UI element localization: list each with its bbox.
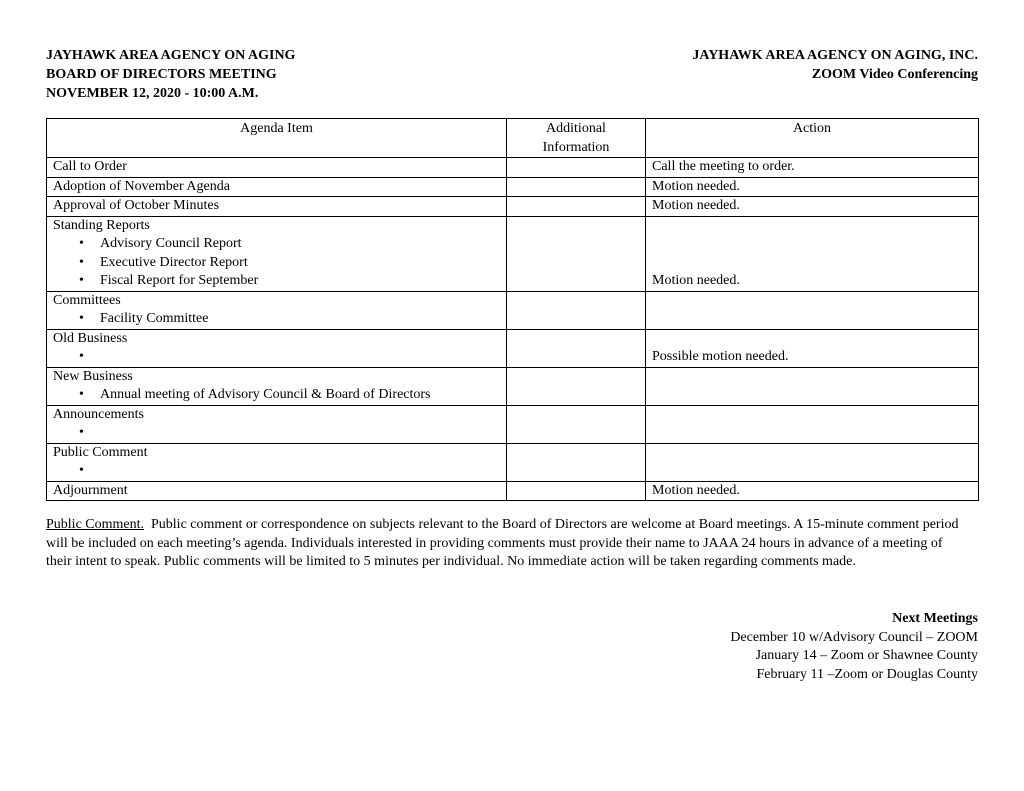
additional-info-cell (507, 481, 646, 501)
agenda-item-cell (47, 329, 507, 367)
agenda-item-cell (47, 197, 507, 217)
agenda-item-cell (47, 481, 507, 501)
action-cell: Call the meeting to order. (646, 158, 979, 178)
public-comment-paragraph (46, 516, 966, 572)
agency-name: JAYHAWK AREA AGENCY ON AGING (46, 48, 296, 63)
next-meetings (730, 610, 978, 684)
action-cell (646, 367, 979, 405)
meeting-name: BOARD OF DIRECTORS MEETING (46, 67, 277, 82)
agenda-item-title: Standing Reports (53, 217, 150, 233)
table-row (47, 405, 979, 443)
agenda-table (46, 118, 979, 501)
action-cell: Possible motion needed. (646, 329, 979, 367)
additional-info-cell (507, 367, 646, 405)
column-header-agenda-item: Agenda Item (47, 119, 507, 158)
agenda-item-title: Old Business (53, 330, 128, 346)
table-row (47, 216, 979, 291)
next-meeting-item: February 11 –Zoom or Douglas County (756, 666, 978, 682)
agenda-item-title: New Business (53, 368, 133, 384)
table-row (47, 443, 979, 481)
agenda-item-title: Adoption of November Agenda (53, 178, 230, 194)
column-header-action: Action (646, 119, 979, 158)
additional-info-cell (507, 197, 646, 217)
additional-info-cell (507, 329, 646, 367)
next-meetings-title: Next Meetings (892, 611, 978, 626)
agenda-item-bullets (53, 386, 500, 405)
action-cell: Motion needed. (646, 197, 979, 217)
action-cell: Motion needed. (646, 177, 979, 197)
bullet-item: • Facility Committee (79, 310, 500, 329)
bullet-item (79, 348, 500, 367)
agenda-item-title: Public Comment (53, 444, 148, 460)
additional-info-cell (507, 216, 646, 291)
agenda-item-cell (47, 177, 507, 197)
agenda-item-bullets (53, 235, 500, 291)
agenda-item-cell (47, 443, 507, 481)
table-row (47, 291, 979, 329)
action-cell (646, 291, 979, 329)
agenda-item-cell (47, 291, 507, 329)
agenda-item-bullets (53, 348, 500, 367)
bullet-item (79, 424, 500, 443)
public-comment-text: Public comment or correspondence on subjects relevant to the Board of Directors are welcome at Board meetings. A 15-minute comment period will be included on each meeting’s agenda. Individuals interested in providing comments must provide their name to JAAA 24 hours in advance of a meeting of their intent to speak. Public comments will be limited to 5 minutes per individual. No immediate action will be taken regarding comments made. (46, 517, 962, 569)
table-row (47, 158, 979, 178)
agenda-item-bullets (53, 424, 500, 443)
table-row (47, 367, 979, 405)
agenda-item-bullets (53, 462, 500, 481)
next-meeting-item: December 10 w/Advisory Council – ZOOM (730, 629, 978, 645)
column-header-additional-information: Additional Information (507, 119, 646, 158)
additional-info-cell (507, 158, 646, 178)
table-row (47, 481, 979, 501)
action-cell: Motion needed. (646, 216, 979, 291)
additional-info-cell (507, 291, 646, 329)
bullet-item: • Executive Director Report (79, 254, 500, 273)
agenda-item-bullets (53, 310, 500, 329)
meeting-venue: ZOOM Video Conferencing (811, 67, 978, 82)
agenda-item-cell (47, 216, 507, 291)
organization-name: JAYHAWK AREA AGENCY ON AGING, INC. (692, 48, 978, 63)
table-row (47, 177, 979, 197)
next-meeting-item: January 14 – Zoom or Shawnee County (755, 648, 978, 663)
agenda-item-cell (47, 158, 507, 178)
agenda-item-title: Announcements (53, 406, 144, 422)
table-row (47, 329, 979, 367)
action-cell: Motion needed. (646, 481, 979, 501)
header-left (46, 46, 295, 103)
action-cell (646, 405, 979, 443)
bullet-item: • Fiscal Report for September (79, 272, 500, 291)
meeting-date: NOVEMBER 12, 2020 - 10:00 A.M. (46, 86, 259, 101)
public-comment-label: Public Comment. (46, 517, 144, 532)
header-right (692, 46, 978, 84)
additional-info-cell (507, 177, 646, 197)
agenda-item-title: Committees (53, 292, 121, 308)
table-row (47, 197, 979, 217)
additional-info-cell (507, 443, 646, 481)
action-cell (646, 443, 979, 481)
table-header-row (47, 119, 979, 158)
agenda-item-cell (47, 367, 507, 405)
agenda-item-title: Adjournment (53, 482, 128, 498)
bullet-item (79, 462, 500, 481)
bullet-item: • Advisory Council Report (79, 235, 500, 254)
agenda-item-cell (47, 405, 507, 443)
agenda-item-title: Approval of October Minutes (53, 198, 220, 213)
additional-info-cell (507, 405, 646, 443)
bullet-item: • Annual meeting of Advisory Council & Board of Directors (79, 386, 500, 405)
agenda-item-title: Call to Order (53, 159, 127, 174)
